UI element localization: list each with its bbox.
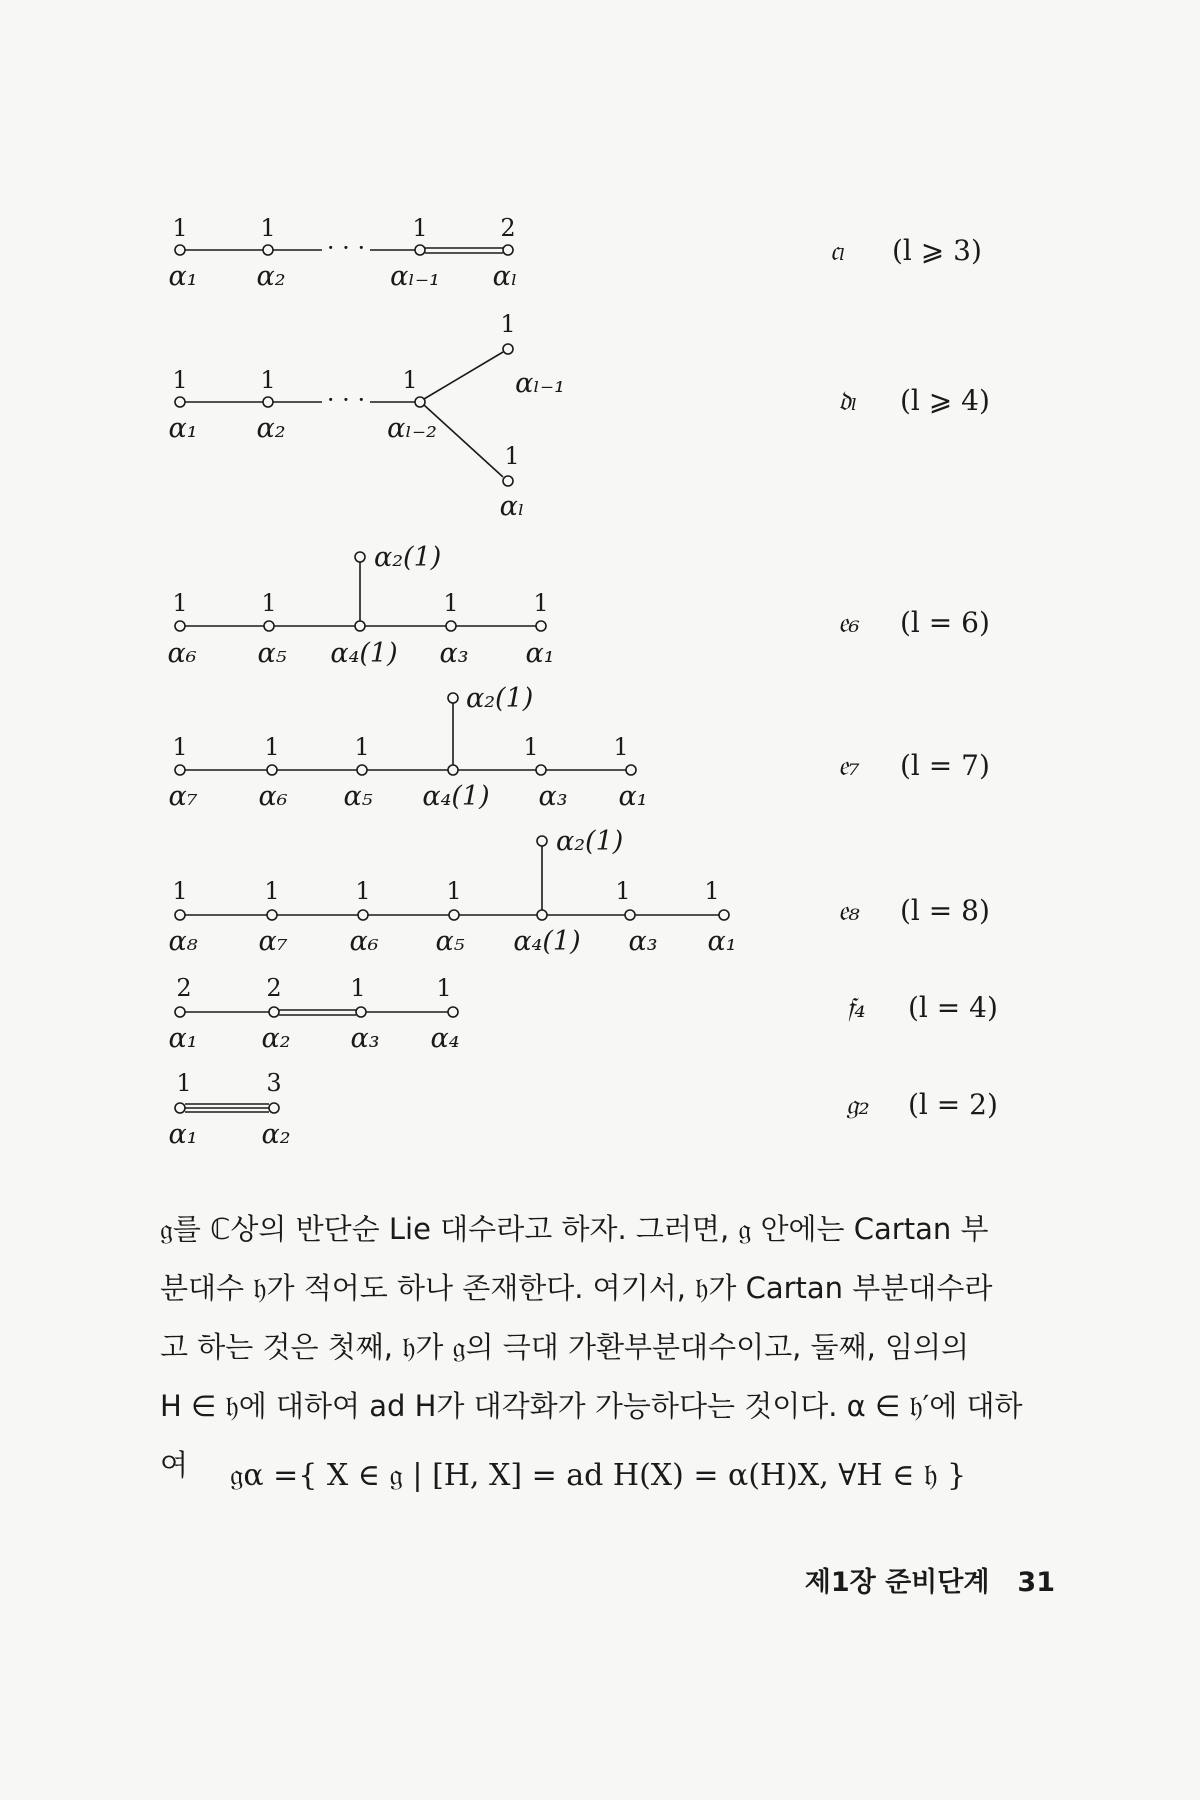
- condition: (l = 8): [900, 894, 990, 927]
- coef-4: 1: [436, 974, 452, 1002]
- node-label: αₗ: [492, 261, 518, 292]
- node-label: α₇: [258, 926, 288, 957]
- coef-3: 1: [443, 589, 459, 617]
- type-label: 𝔢₈: [838, 894, 860, 927]
- paragraph-line: 고 하는 것은 첫째, 𝔥가 𝔤의 극대 가환부분대수이고, 둘째, 임의의: [160, 1330, 970, 1364]
- coef-3: 1: [402, 366, 418, 394]
- type-label: 𝔤₂: [846, 1088, 870, 1121]
- node-label: α₂: [261, 1023, 291, 1054]
- coef-1: 1: [172, 214, 188, 242]
- coef-3: 1: [354, 733, 370, 761]
- node-label: α₁: [525, 638, 555, 669]
- type-label: 𝔠ₗ: [830, 234, 846, 267]
- diagram-c: [168, 214, 981, 292]
- coef-2: 1: [264, 877, 280, 905]
- coef-1: 1: [172, 589, 188, 617]
- node-label: α₂: [261, 1119, 291, 1150]
- page-number: 31: [1017, 1567, 1055, 1598]
- coef-3: 1: [355, 877, 371, 905]
- coef-1: 1: [172, 366, 188, 394]
- coef-5: 1: [613, 733, 629, 761]
- node-label: α₃: [439, 638, 469, 669]
- coef-4: 1: [500, 310, 516, 338]
- ellipsis: · · ·: [326, 234, 366, 262]
- coef-4: 2: [500, 214, 516, 242]
- coef-1: 1: [172, 877, 188, 905]
- node-label: α₁: [168, 261, 198, 292]
- diagram-d: [168, 310, 989, 522]
- diagram-f4: [168, 974, 997, 1054]
- node-label: α₄: [430, 1023, 460, 1054]
- paragraph-line: H ∈ 𝔥에 대하여 ad H가 대각화가 가능하다는 것이다. α ∈ 𝔥′에 대하: [160, 1389, 1023, 1423]
- node-label: αₗ₋₂: [387, 413, 437, 444]
- ellipsis: · · ·: [326, 386, 366, 414]
- node-label: α₃: [350, 1023, 380, 1054]
- coef-1: 1: [176, 1069, 192, 1097]
- paragraph-line: 분대수 𝔥가 적어도 하나 존재한다. 여기서, 𝔥가 Cartan 부분대수라: [160, 1271, 993, 1305]
- coef-2: 1: [260, 214, 276, 242]
- coef-4: 1: [533, 589, 549, 617]
- condition: (l = 4): [908, 991, 998, 1024]
- node-label: α₂: [256, 413, 286, 444]
- node-label: α₃: [628, 926, 658, 957]
- body-paragraph: [160, 1200, 1060, 1495]
- coef-4: 1: [446, 877, 462, 905]
- condition: (l ⩾ 4): [900, 384, 990, 417]
- node-label: α₄(1): [513, 926, 581, 957]
- coef-4: 1: [523, 733, 539, 761]
- paragraph-line: 𝔤를 ℂ상의 반단순 Lie 대수라고 하자. 그러면, 𝔤 안에는 Cartan 부: [160, 1212, 989, 1246]
- condition: (l = 2): [908, 1088, 998, 1121]
- node-label: αₗ₋₁: [390, 261, 440, 292]
- coef-5: 1: [615, 877, 631, 905]
- branch-label: α₂(1): [466, 683, 534, 714]
- coef-2: 3: [266, 1069, 282, 1097]
- type-label: 𝔢₇: [838, 749, 860, 782]
- coef-2: 1: [260, 366, 276, 394]
- condition: (l ⩾ 3): [892, 234, 982, 267]
- type-label: 𝔢₆: [838, 606, 860, 639]
- diagram-e8: [168, 826, 989, 957]
- condition: (l = 7): [900, 749, 990, 782]
- node-label: αₗ: [499, 491, 525, 522]
- condition: (l = 6): [900, 606, 990, 639]
- node-label: α₈: [168, 926, 198, 957]
- node-label: α₂: [256, 261, 286, 292]
- coef-5: 1: [504, 442, 520, 470]
- coef-1: 1: [172, 733, 188, 761]
- type-label: 𝔡ₗ: [838, 384, 858, 417]
- node-label: α₁: [168, 413, 198, 444]
- node-label: α₁: [168, 1119, 198, 1150]
- node-label: α₄(1): [422, 781, 490, 812]
- coef-2: 2: [266, 974, 282, 1002]
- diagram-e7: [168, 683, 989, 812]
- type-label: 𝔣₄: [846, 991, 866, 1024]
- chapter-title: 제1장 준비단계: [804, 1567, 990, 1598]
- coef-2: 1: [264, 733, 280, 761]
- coef-3: 1: [412, 214, 428, 242]
- node-label: α₆: [167, 638, 197, 669]
- node-label: α₁: [618, 781, 648, 812]
- paragraph-line: 여: [160, 1448, 189, 1482]
- coef-3: 1: [350, 974, 366, 1002]
- branch-label: α₂(1): [374, 542, 442, 573]
- node-label: α₃: [538, 781, 568, 812]
- node-label: α₄(1): [330, 638, 398, 669]
- node-label: α₆: [258, 781, 288, 812]
- node-label: α₁: [707, 926, 737, 957]
- node-label: α₆: [349, 926, 379, 957]
- diagram-g2: [168, 1069, 997, 1150]
- node-label: αₗ₋₁: [515, 368, 565, 399]
- node-label: α₅: [343, 781, 373, 812]
- node-label: α₇: [168, 781, 198, 812]
- branch-label: α₂(1): [556, 826, 624, 857]
- coef-2: 1: [261, 589, 277, 617]
- root-space-formula: 𝔤α ={ X ∈ 𝔤 | [H, X] = ad H(X) = α(H)X, ∀H ∈ 𝔥 }: [230, 1458, 967, 1493]
- node-label: α₅: [257, 638, 287, 669]
- node-label: α₅: [435, 926, 465, 957]
- coef-6: 1: [704, 877, 720, 905]
- node-label: α₁: [168, 1023, 198, 1054]
- coef-1: 2: [176, 974, 192, 1002]
- diagram-e6: [167, 542, 989, 669]
- page-footer: [805, 1560, 1055, 1599]
